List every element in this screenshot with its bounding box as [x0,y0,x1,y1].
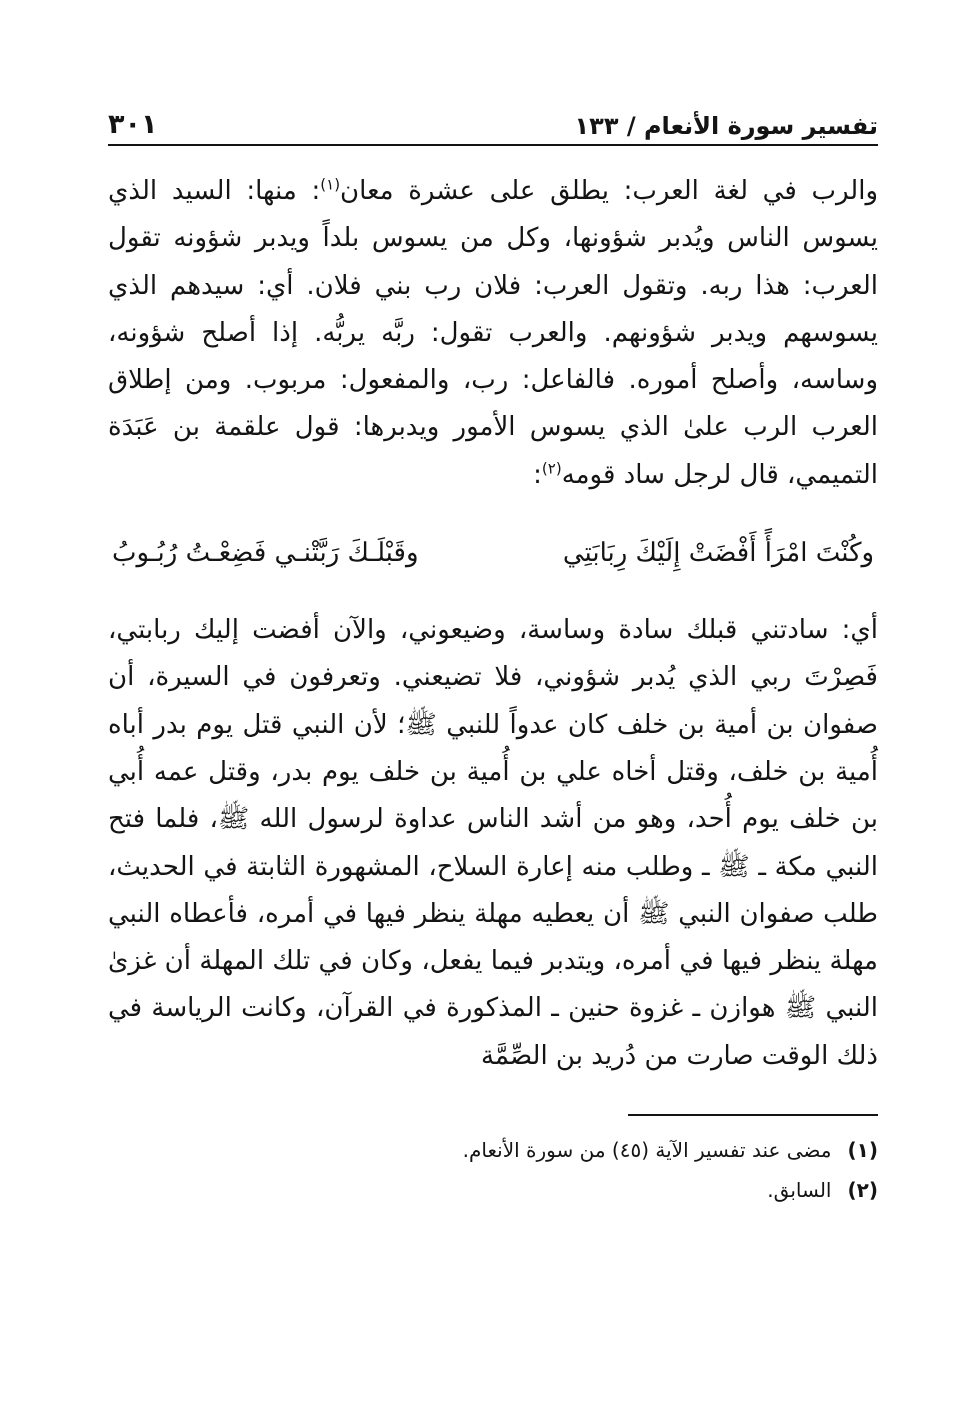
paragraph-2: أي: سادتني قبلك سادة وساسة، وضيعوني، والآن أفضت إليك ربابتي، فَصِرْتَ ربي الذي يُدبر شؤوني، فلا تضيعني. وتعرفون في السيرة، أن صفوان بن أمية بن خلف كان عدواً للنبي ﷺ؛ لأن النبي قتل يوم بدر أباه أُمية بن خلف، وقتل أخاه علي بن أُمية بن خلف يوم بدر، وقتل عمه أُبي بن خلف يوم أُحد، وهو من أشد الناس عداوة لرسول الله ﷺ، فلما فتح النبي مكة ـ ﷺ ـ وطلب منه إعارة السلاح، المشهورة الثابتة في الحديث، طلب صفوان النبي ﷺ أن يعطيه مهلة ينظر فيها في أمره، فأعطاه النبي مهلة ينظر فيها في أمره، ويتدبر فيما يفعل، وكان في تلك المهلة أن غزىٰ النبي ﷺ هوازن ـ غزوة حنين ـ المذكورة في القرآن، وكانت الرياسة في ذلك الوقت صارت من دُريد بن الصِّمَّة [108,615,878,1071]
footnotes [108,1130,878,1210]
verse-first-hemistich: وكُنْتَ امْرَأً أَفْضَتْ إِلَيْكَ رِبَابَتِي [562,538,874,569]
poetry-verse [108,499,878,607]
footnote-2 [108,1170,878,1210]
paragraph-1 [108,168,878,499]
running-header [108,100,878,146]
footnote-ref-1[interactable]: (١) [320,175,341,194]
footnote-number: (١) [847,1138,878,1163]
paragraph-1-body: : منها: السيد الذي يسوس الناس ويُدبر شؤونها، وكل من يسوس بلداً ويدبر شؤونه تقول العرب: هذا ربه. وتقول العرب: فلان رب بني فلان. أي: سيدهم الذي يسوسهم ويدبر شؤونهم. والعرب تقول: ربَّه يربُّه. إذا أصلح شؤونه، وساسه، وأصلح أموره. فالفاعل: رب، والمفعول: مربوب. ومن إطلاق العرب الرب علىٰ الذي يسوس الأمور ويدبرها: قول علقمة بن عَبَدَة التميمي، قال لرجل ساد قومه [108,176,878,490]
paragraph-1-start: والرب في لغة العرب: يطلق على عشرة معان [340,176,879,206]
paragraph-1-end: : [533,459,542,490]
footnote-number: (٢) [847,1178,878,1203]
footnote-separator [628,1114,878,1116]
page-number: ٣٠١ [108,109,158,140]
footnote-ref-2[interactable]: (٢) [541,459,562,478]
main-text [108,168,878,1080]
verse-second-hemistich: وقَبْلَـكَ رَبَّتْنـي فَضِعْـتُ رُبُـوبُ [112,538,419,569]
footnote-1 [108,1130,878,1170]
running-title: تفسير سورة الأنعام / ١٣٣ [574,112,878,140]
footnote-text: السابق. [767,1178,832,1203]
footnote-text: مضى عند تفسير الآية (٤٥) من سورة الأنعام. [462,1138,832,1163]
book-page [108,100,878,1390]
